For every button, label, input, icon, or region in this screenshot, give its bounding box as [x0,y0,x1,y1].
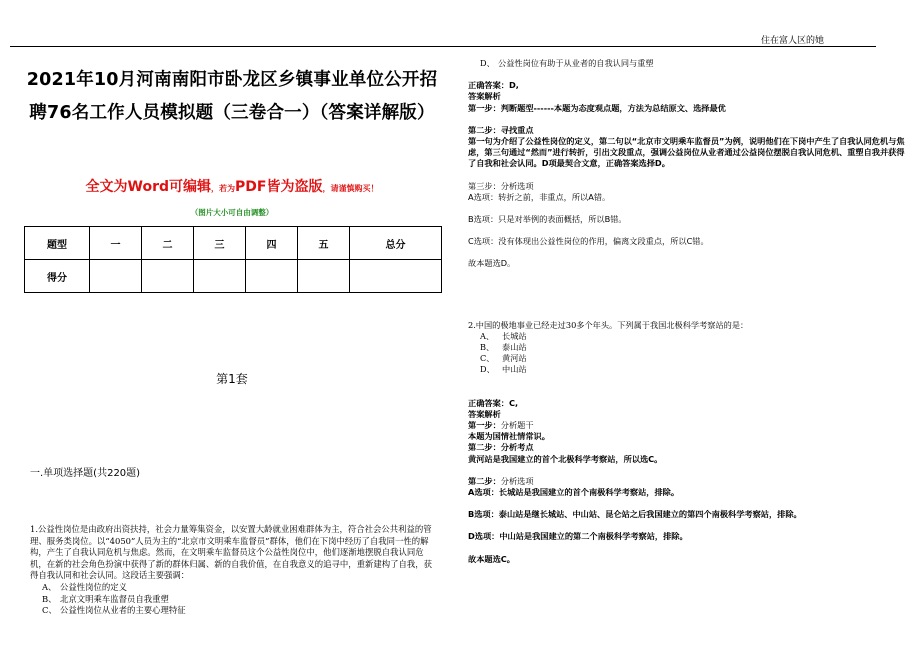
banner-part1: 全文为Word可编辑 [85,179,212,195]
score-row-label: 得分 [25,260,90,293]
answer: 正确答案：D, [468,80,519,91]
score-cell [90,260,142,293]
copyright-banner [18,176,446,196]
document-title: 2021年10月河南南阳市卧龙区乡镇事业单位公开招聘76名工作人员模拟题（三卷合一）（答案详解版） [26,70,438,123]
score-table-score-row [25,260,442,293]
analysis-text: A选项：长城站是我国建立的首个南极科学考察站，排除。 [468,487,680,498]
score-table-header-cell: 四 [246,227,298,260]
conclusion: 故本题选D。 [468,258,516,269]
analysis-step: 第一步：分析题干 [468,420,534,431]
score-cell [246,260,298,293]
right-column [468,58,908,565]
analysis-text: 本题为国情社情常识。 [468,431,550,442]
score-table-header-cell: 二 [142,227,194,260]
analysis-text: B选项：泰山站是继长城站、中山站、昆仑站之后我国建立的第四个南极科学考察站，排除。 [468,509,802,520]
score-cell [350,260,442,293]
section-title: 一.单项选择题(共220题) [30,468,141,479]
banner-part4: ，请谨慎购买！ [322,184,379,193]
score-table-header-cell: 总分 [350,227,442,260]
score-table-header-row [25,227,442,260]
score-table-header-cell: 题型 [25,227,90,260]
analysis-label: 答案解析 [468,91,501,102]
score-table [24,226,442,293]
analysis-label: 答案解析 [468,408,501,419]
analysis-step: 第二步：寻找重点 [468,124,534,135]
question-stem: 1.公益性岗位是由政府出资扶持，社会力量筹集资金，以安置大龄就业困难群体为主，符合社会公共利益的管理、服务类岗位。以“4050”人员为主的“北京市文明乘车监督员”群体，他们在下岗中经历了自我同一性的解构，产生了自我认同危机与焦虑。然而，在文明乘车监督员这个公益性岗位中，他们逐渐地摆脱自我认同危机，在新的社会角色扮演中获得了新的群体归属、新的自我价值，在自我意义的追寻中，重新建构了自我，获得自我认同和社会认同。这段话主要强调： [30,524,432,581]
analysis-step: 第二步：分析选项 [468,475,534,486]
option-c: C、 黄河站 [480,353,527,364]
header-text: 住在富人区的她 [760,36,824,46]
score-table-header-cell: 一 [90,227,142,260]
banner-part2: ，若为 [211,184,236,193]
set-title: 第1套 [216,372,248,386]
analysis-step: 第三步：分析选项 [468,180,534,191]
question-1 [30,524,440,617]
analysis-text: D选项：中山站是我国建立的第二个南极科学考察站，排除。 [468,531,688,542]
score-table-header-cell: 三 [194,227,246,260]
analysis-text: 黄河站是我国建立的首个北极科学考察站，所以选C。 [468,453,663,464]
question-stem: 2.中国的极地事业已经走过30多个年头。下列属于我国北极科学考察站的是： [468,319,749,330]
header-rule [10,46,876,47]
analysis-text: B选项：只是对举例的表面概括，所以B错。 [468,214,627,225]
conclusion: 故本题选C。 [468,553,515,564]
analysis-text: 第一句为介绍了公益性岗位的定义，第二句以“北京市文明乘车监督员”为例，说明他们在下岗中产生了自我认同危机与焦虑，第三句通过“然而”进行转折，引出文段重点，强调公益岗位从业者通过公益岗位摆脱自我认同危机、重塑自我并获得了自我和社会认同。D项最契合文意，正确答案选择D。 [468,136,905,169]
analysis-text: C选项：没有体现出公益性岗位的作用，偏离文段重点，所以C错。 [468,236,709,247]
answer: 正确答案：C, [468,397,519,408]
option-c: C、 公益性岗位从业者的主要心理特征 [42,605,186,616]
analysis-step: 第二步：分析考点 [468,442,534,453]
option-b: B、 北京文明乘车监督员自我重塑 [42,593,169,604]
score-table-header-cell: 五 [298,227,350,260]
score-cell [298,260,350,293]
score-cell [194,260,246,293]
banner-part3: PDF皆为盗版 [235,179,323,195]
option-d: D、 公益性岗位有助于从业者的自我认同与重塑 [480,58,654,68]
option-d: D、 中山站 [480,364,527,375]
analysis-step: 第一步：判断题型------本题为态度观点题，方法为总结原文、选择最优 [468,102,726,113]
option-a: A、 公益性岗位的定义 [42,581,127,592]
option-b: B、 泰山站 [480,342,527,353]
analysis-text: A选项：转折之前，非重点，所以A错。 [468,191,611,202]
image-note: （图片大小可自由调整） [190,208,274,217]
score-cell [142,260,194,293]
option-a: A、 长城站 [480,330,527,341]
